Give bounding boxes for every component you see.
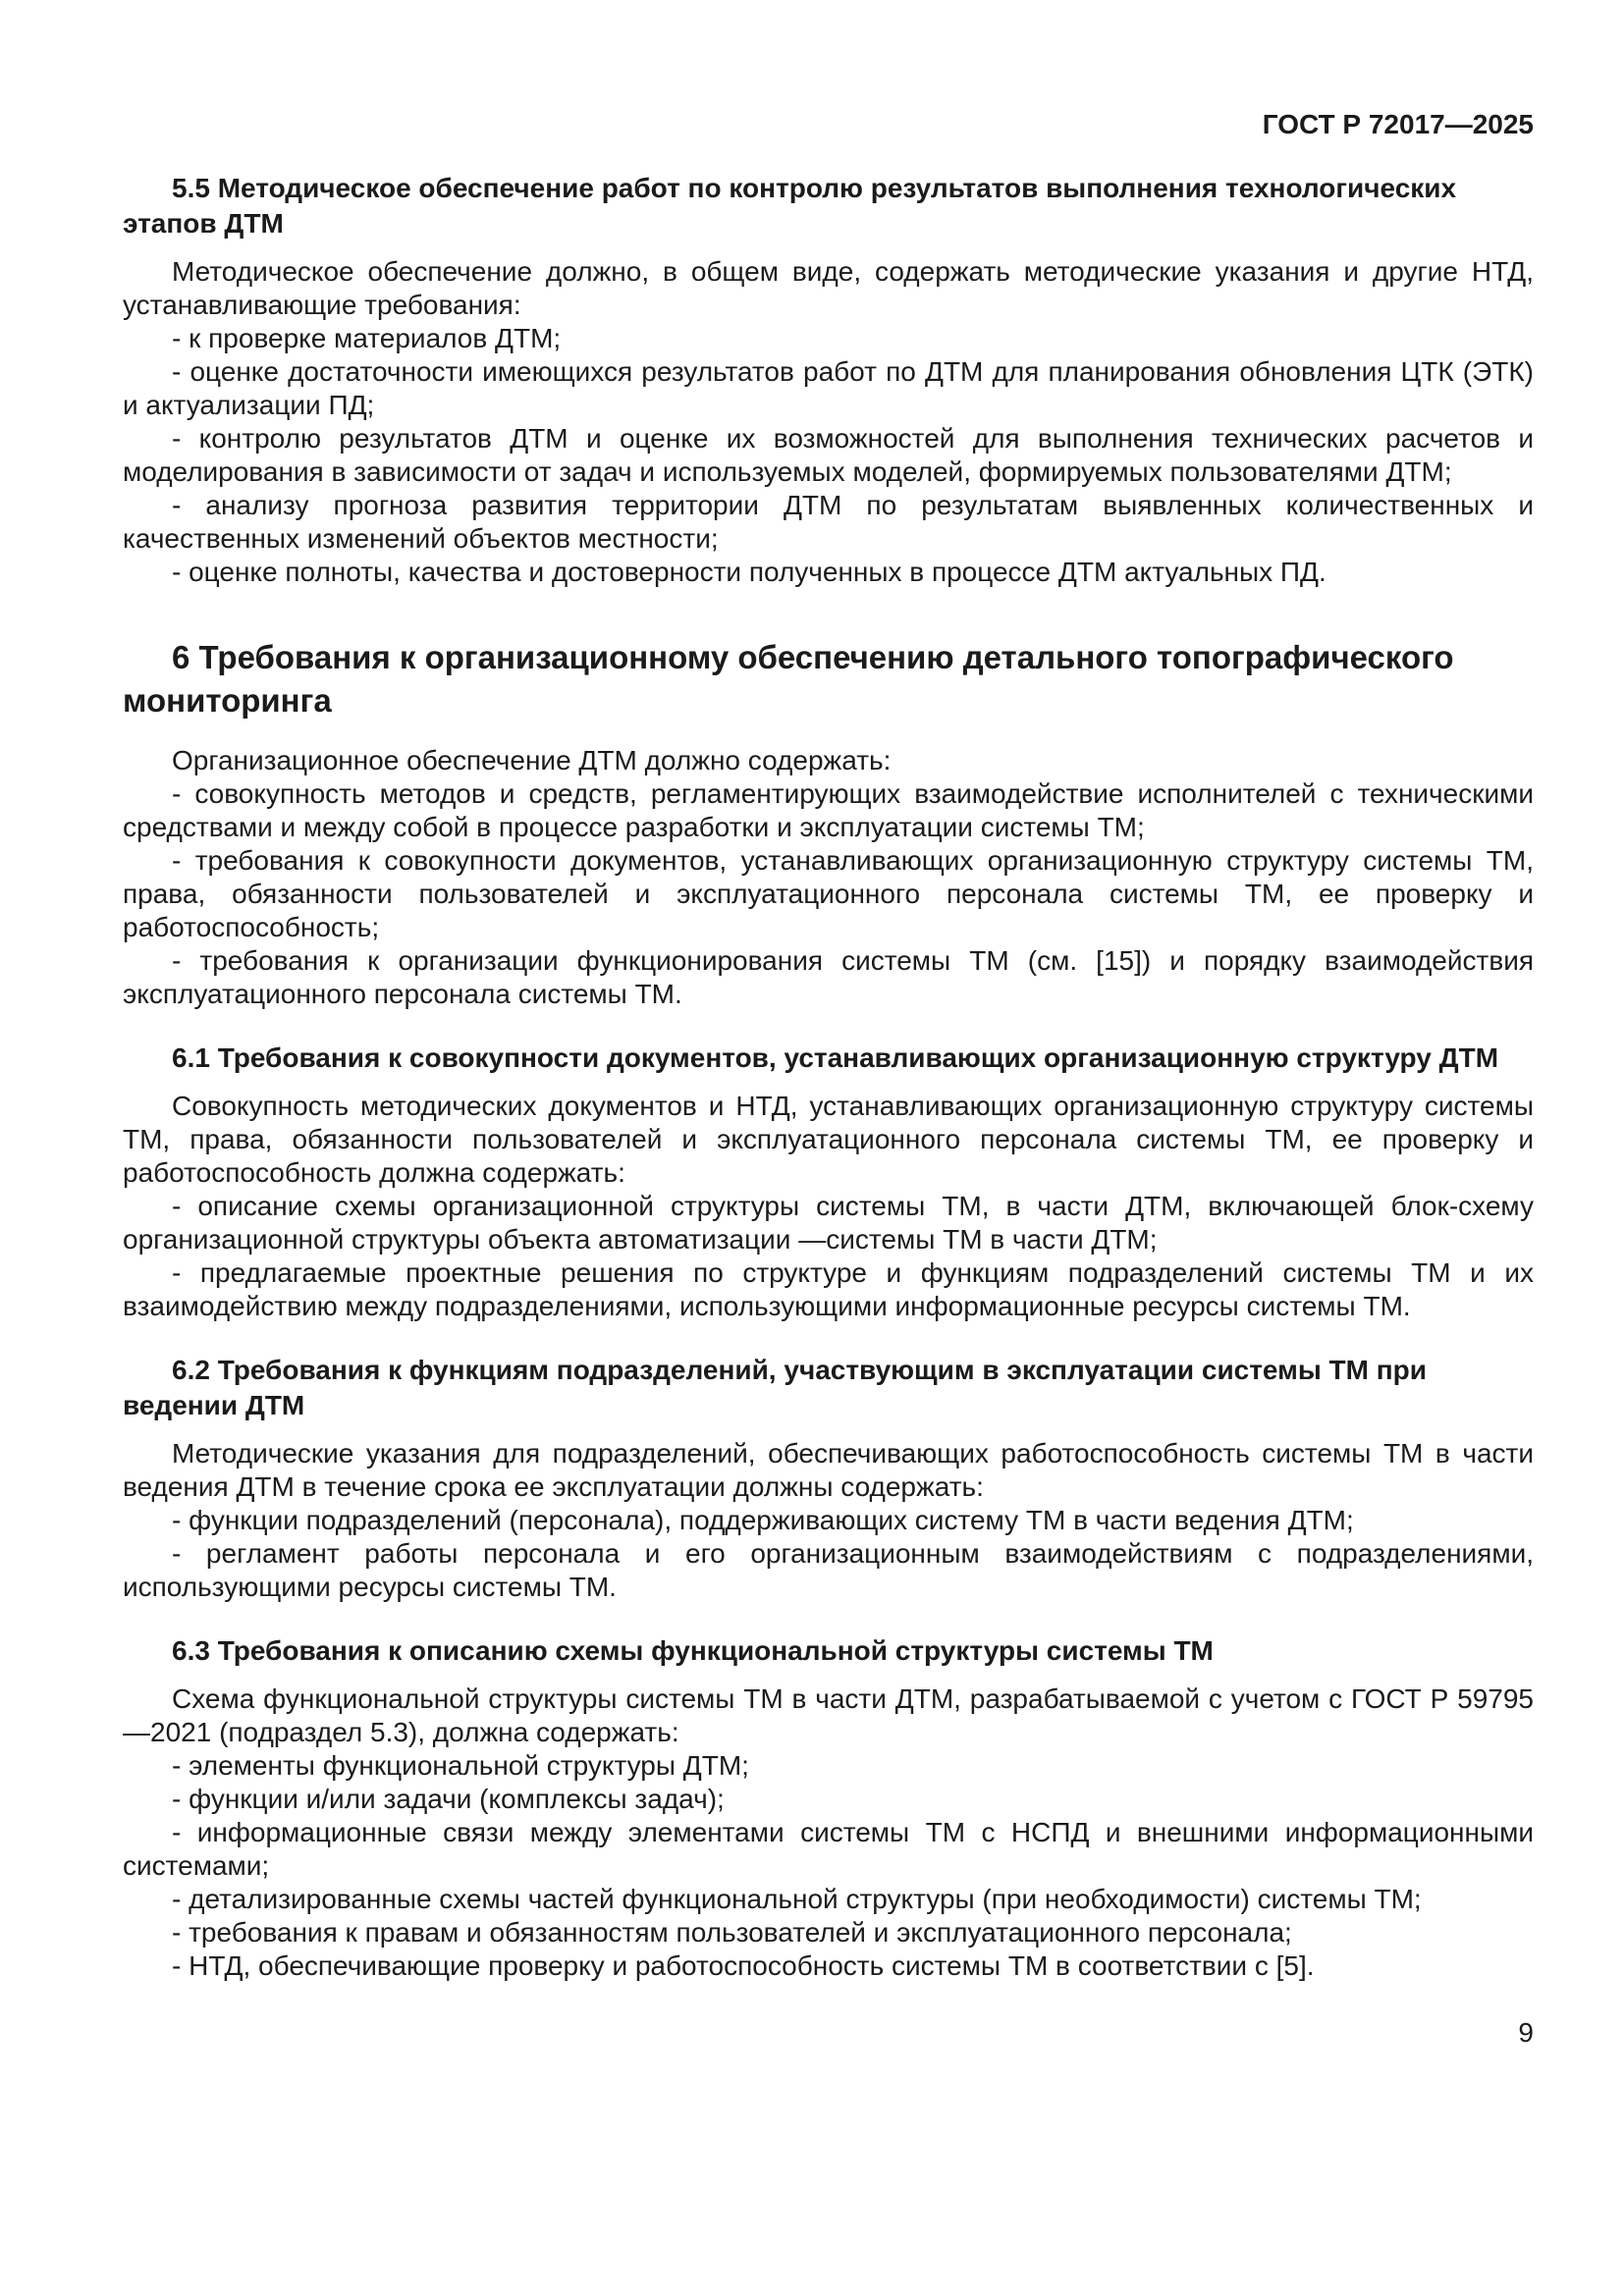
list-item: - совокупность методов и средств, регламентирующих взаимодействие исполнителей с техническими средствами и между собой в процессе разработки и эксплуатации системы ТМ;	[123, 778, 1534, 842]
list-item: - регламент работы персонала и его организационным взаимодействиям с подразделениями, использующими ресурсы системы ТМ.	[123, 1538, 1534, 1602]
list-item: - оценке достаточности имеющихся результатов работ по ДТМ для планирования обновления ЦТК (ЭТК) и актуализации ПД;	[123, 356, 1534, 420]
section-6-intro: Организационное обеспечение ДТМ должно содержать:	[172, 745, 892, 775]
list-item: - информационные связи между элементами системы ТМ с НСПД и внешними информационными системами;	[123, 1817, 1534, 1881]
section-6-2-intro: Методические указания для подразделений, обеспечивающих работоспособность системы ТМ в части ведения ДТМ в течение срока ее эксплуатации должны содержать:	[123, 1438, 1534, 1502]
doc-code: ГОСТ Р 72017—2025	[1262, 109, 1534, 139]
list-item: - требования к правам и обязанностям пользователей и эксплуатационного персонала;	[172, 1917, 1292, 1948]
section-6-heading: 6 Требования к организационному обеспечению детального топографического мониторинга	[123, 639, 1454, 719]
list-item: - контролю результатов ДТМ и оценке их возможностей для выполнения технических расчетов и моделирования в зависимости от задач и используемых моделей, формируемых пользователями ДТМ;	[123, 423, 1534, 487]
list-item: - оценке полноты, качества и достоверности полученных в процессе ДТМ актуальных ПД.	[172, 557, 1326, 587]
list-item: - требования к совокупности документов, устанавливающих организационную структуру системы ТМ, права, обязанности пользователей и эксплуатационного персонала системы ТМ, ее проверку и работоспособность;	[123, 845, 1534, 942]
page-number: 9	[1518, 2017, 1534, 2048]
list-item: - требования к организации функционирования системы ТМ (см. [15]) и порядку взаимодействия эксплуатационного персонала системы ТМ.	[123, 945, 1534, 1009]
running-header	[123, 108, 1534, 141]
list-item: - к проверке материалов ДТМ;	[172, 323, 562, 353]
section-6-3-heading: 6.3 Требования к описанию схемы функциональной структуры системы ТМ	[172, 1635, 1214, 1666]
list-item: - элементы функциональной структуры ДТМ;	[172, 1750, 749, 1781]
section-5-5-intro: Методическое обеспечение должно, в общем виде, содержать методические указания и другие НТД, устанавливающие требования:	[123, 256, 1534, 320]
list-item: - предлагаемые проектные решения по структуре и функциям подразделений системы ТМ и их взаимодействию между подразделениями, использующими информационные ресурсы системы ТМ.	[123, 1257, 1534, 1321]
list-item: - НТД, обеспечивающие проверку и работоспособность системы ТМ в соответствии с [5].	[172, 1950, 1315, 1981]
list-item: - детализированные схемы частей функциональной структуры (при необходимости) системы ТМ;	[172, 1884, 1422, 1914]
section-6-2-heading: 6.2 Требования к функциям подразделений, участвующим в эксплуатации системы ТМ при ведении ДТМ	[123, 1355, 1427, 1420]
list-item: - описание схемы организационной структуры системы ТМ, в части ДТМ, включающей блок-схему организационной структуры объекта автоматизации —системы ТМ в части ДТМ;	[123, 1191, 1534, 1255]
section-6-1-heading: 6.1 Требования к совокупности документов, устанавливающих организационную структуру ДТМ	[172, 1042, 1499, 1073]
list-item: - анализу прогноза развития территории ДТМ по результатам выявленных количественных и качественных изменений объектов местности;	[123, 490, 1534, 554]
section-6-3-intro: Схема функциональной структуры системы ТМ в части ДТМ, разрабатываемой с учетом с ГОСТ Р 59795—2021 (подраздел 5.3), должна содержать:	[123, 1683, 1534, 1747]
section-5-5-heading: 5.5 Методическое обеспечение работ по контролю результатов выполнения технологических этапов ДТМ	[123, 173, 1457, 239]
section-6-1-intro: Совокупность методических документов и НТД, устанавливающих организационную структуру системы ТМ, права, обязанности пользователей и эксплуатационного персонала системы ТМ, ее проверку и работоспособность должна содержать:	[123, 1091, 1534, 1188]
list-item: - функции подразделений (персонала), поддерживающих систему ТМ в части ведения ДТМ;	[172, 1505, 1354, 1535]
list-item: - функции и/или задачи (комплексы задач);	[172, 1784, 725, 1814]
